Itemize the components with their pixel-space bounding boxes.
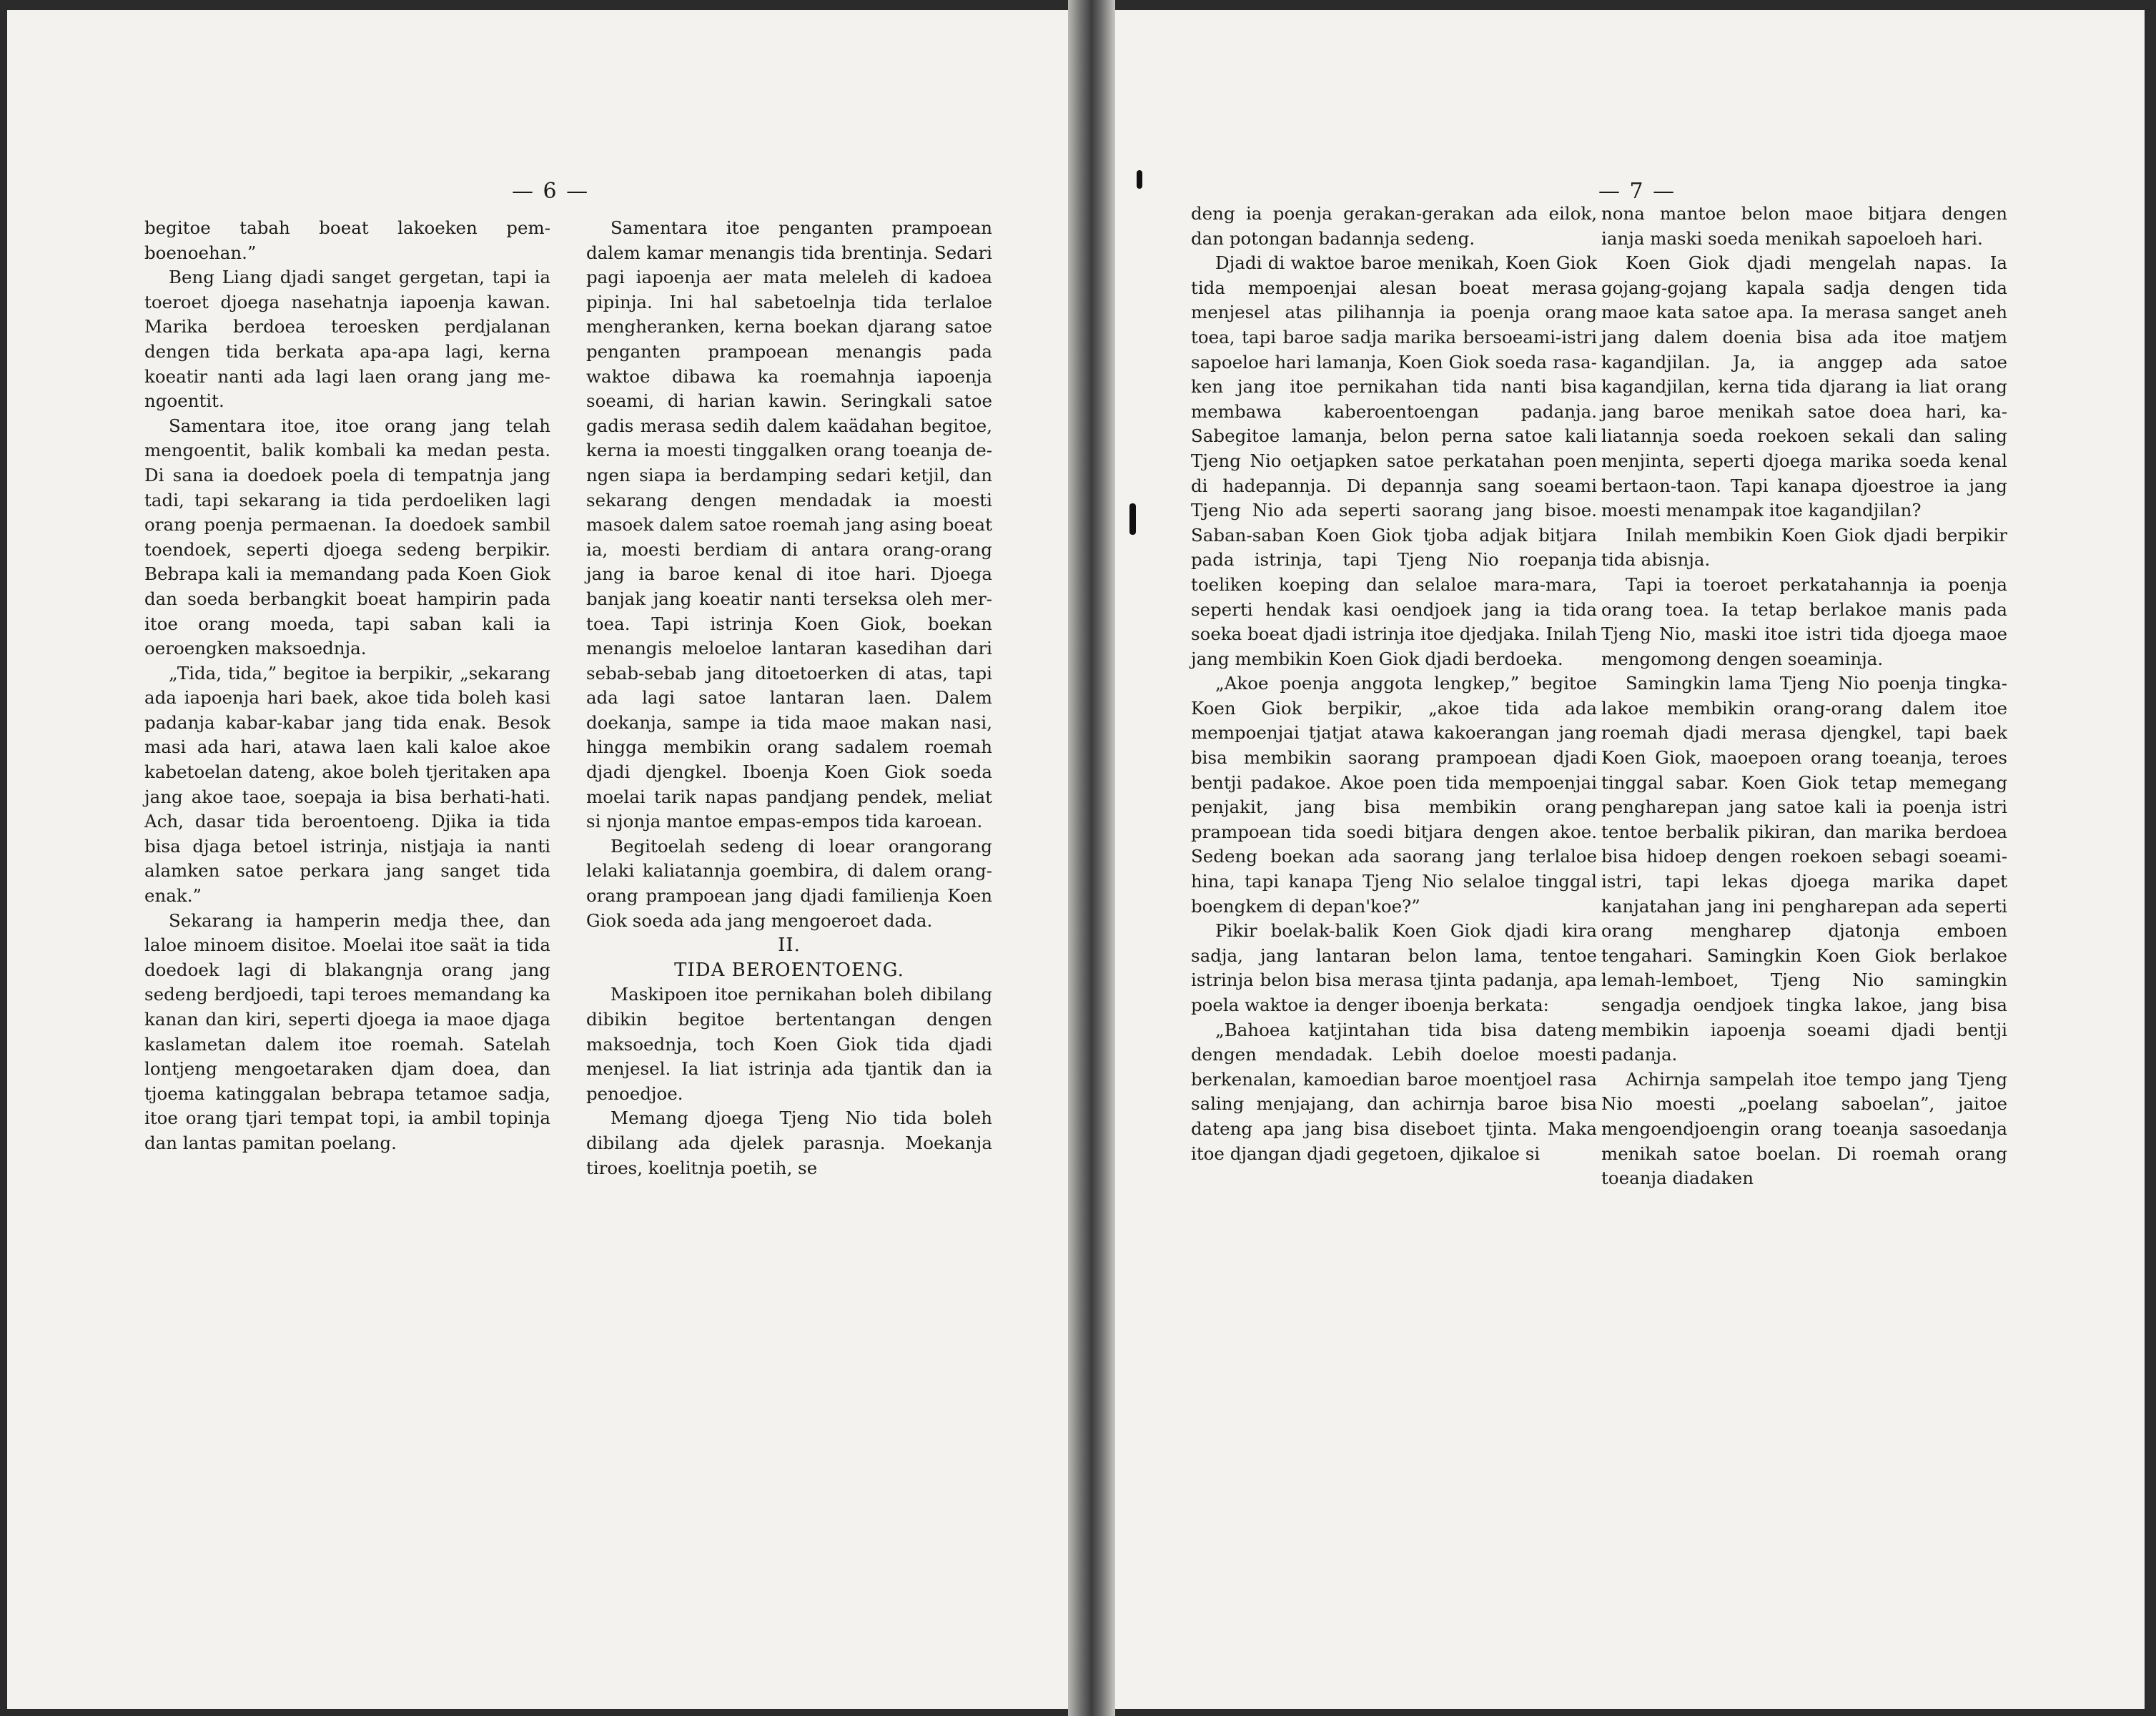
paragraph: „Tida, tida,” begitoe ia berpikir, „sekarang ada iapoenja hari baek, akoe tida boleh kasi padanja kabar-kabar jang tida enak. Besok masi ada hari, atawa laen kali kaloe akoe kabetoelan dateng, akoe boleh tjeritaken apa jang akoe taoe, soepaja ia bisa berhati-hati. Ach, dasar tida beroentoeng. Djika ia tida bisa djaga betoel istrinja, nistjaja ia nanti alamken satoe perkara jang sanget tida enak.” bbox=[144, 662, 550, 907]
right-column-2 bbox=[1601, 202, 2007, 1191]
paragraph: Djadi di waktoe baroe menikah, Koen Giok tida mempoenjai alesan boeat merasa menjesel atas pilihannja ia poenja orang toea, tapi baroe sadja marika bersoeami-istri sapoeloe hari lamanja, Koen Giok soeda rasaken jang itoe pernikahan tida nanti bisa membawa kaberoentoengan padanja. Sabegitoe lamanja, belon perna satoe kali Tjeng Nio oetjapken satoe perkatahan poen di hadepannja. Di depannja sang soeami Tjeng Nio ada seperti saorang jang bisoe. Saban-saban Koen Giok tjoba adjak bitjara pada istrinja, tapi Tjeng Nio roepanja toeliken koeping dan selaloe mara-mara, seperti hendak kasi oendjoek jang ia tida soeka boeat djadi istrinja itoe djedjaka. Inilah jang membikin Koen Giok djadi berdoeka. bbox=[1191, 252, 1597, 669]
page-number: — 7 — bbox=[1598, 179, 1676, 204]
paragraph: Tapi ia toeroet perkatahannja ia poenja orang toea. Ia tetap berlakoe manis pada Tjeng Nio, maski itoe istri tida djoega maoe mengomong dengen soeaminja. bbox=[1601, 573, 2007, 669]
left-page bbox=[7, 10, 1068, 1709]
paragraph: Samingkin lama Tjeng Nio poenja tingka-lakoe membikin orang-orang dalem itoe roemah djadi merasa djengkel, tapi baek Koen Giok, maoepoen orang toeanja, teroes tinggal sabar. Koen Giok tetap memegang pengharepan jang satoe kali ia poenja istri tentoe berbalik pikiran, dan marika berdoea bisa hidoep dengen roekoen sebagi soeami-istri, tapi lekas djoega marika dapet kanjatahan jang ini pengharepan ada seperti orang mengharep djatonja emboen tengahari. Samingkin Koen Giok berlakoe lemah-lemboet, Tjeng Nio samingkin sengadja oendjoek tingka lakoe, jang bisa membikin iapoenja soeami djadi bentji padanja. bbox=[1601, 673, 2007, 1065]
left-column-1 bbox=[144, 216, 550, 1156]
paragraph: „Akoe poenja anggota lengkep,” begitoe Koen Giok berpikir, „akoe tida ada mempoenjai tjatjat atawa kakoerangan jang bisa membikin saorang prampoean djadi bentji padakoe. Akoe poen tida mempoenjai penjakit, jang bisa membikin orang prampoean tida soedi bitjara dengen akoe. Sedeng boekan ada saorang jang terlaloe hina, tapi kanapa Tjeng Nio selaloe tinggal boengkem di depan'koe?” bbox=[1191, 673, 1597, 917]
ink-mark bbox=[1137, 170, 1142, 189]
left-column-2 bbox=[586, 216, 992, 1180]
paragraph: Sekarang ia hamperin medja thee, dan laloe minoem disitoe. Moelai itoe saät ia tida doedoek lagi di blakangnja orang jang sedeng berdjoedi, tapi teroes memandang ka kanan dan kiri, seperti djoega ia maoe djaga kaslametan dalem itoe roemah. Satelah lontjeng mengoetaraken djam doea, dan tjoema katinggalan bebrapa tetamoe sadja, itoe orang tjari tempat topi, ia ambil topinja dan lantas pamitan poelang. bbox=[144, 909, 550, 1153]
ink-mark bbox=[1129, 503, 1136, 535]
paragraph: Samentara itoe, itoe orang jang telah mengoentit, balik kombali ka medan pesta. Di sana ia doedoek poela di tempatnja jang tadi, tapi sekarang ia tida perdoeliken lagi orang poenja permaenan. Ia doedoek sambil toendoek, seperti djoega sedeng berpikir. Bebrapa kali ia memandang pada Koen Giok dan soeda berbangkit boeat hampirin pada itoe orang moeda, tapi saban kali ia oeroengken maksoednja. bbox=[144, 415, 550, 659]
paragraph: Koen Giok djadi mengelah napas. Ia gojang-gojang kapala sadja dengen tida maoe kata satoe apa. Ia merasa sanget aneh jang dalem doenia bisa ada itoe matjem kagandjilan. Ja, ia anggep ada satoe kagandjilan, kerna tida djarang ia liat orang jang baroe menikah satoe doea hari, kaliatannja soeda roekoen sekali dan saling menjinta, seperti djoega marika soeda kenal bertaon-taon. Tapi kanapa djoestroe ia jang moesti menampak itoe kagandjilan? bbox=[1601, 252, 2007, 521]
chapter-number: II. bbox=[778, 935, 801, 957]
paragraph: „Bahoea katjintahan tida bisa dateng dengen mendadak. Lebih doeloe moesti berkenalan, kamoedian baroe moentjoel rasa saling menjajang, dan achirnja baroe bisa dateng apa jang bisa diseboet tjinta. Maka itoe djangan djadi gegetoen, djikaloe si bbox=[1191, 1019, 1597, 1164]
paragraph: deng ia poenja gerakan-gerakan ada eilok, dan potongan badannja sedeng. bbox=[1191, 203, 1597, 249]
paragraph: begitoe tabah boeat lakoeken pemboenoehan.” bbox=[144, 217, 550, 263]
paragraph: Beng Liang djadi sanget gergetan, tapi ia toeroet djoega nasehatnja iapoenja kawan. Marika berdoea teroesken perdjalanan dengen tida berkata apa-apa lagi, kerna koeatir nanti ada lagi laen orang jang mengoentit. bbox=[144, 267, 550, 412]
paragraph: Begitoelah sedeng di loear orangorang lelaki kaliatannja goembira, di dalem orang-orang prampoean jang djadi familienja Koen Giok soeda ada jang mengoeroet dada. bbox=[586, 835, 992, 931]
paragraph: Inilah membikin Koen Giok djadi berpikir tida abisnja. bbox=[1601, 524, 2007, 571]
book-gutter bbox=[1068, 0, 1115, 1716]
paragraph: Memang djoega Tjeng Nio tida boleh dibilang ada djelek parasnja. Moekanja tiroes, koelitnja poetih, se bbox=[586, 1108, 992, 1178]
right-page bbox=[1115, 10, 2145, 1709]
paragraph: nona mantoe belon maoe bitjara dengen ianja maski soeda menikah sapoeloeh hari. bbox=[1601, 203, 2007, 249]
right-column-1 bbox=[1191, 202, 1597, 1166]
page-number: — 6 — bbox=[512, 179, 590, 204]
paragraph: Maskipoen itoe pernikahan boleh dibilang dibikin begitoe bertentangan dengen maksoednja, toch Koen Giok tida djadi menjesel. Ia liat istrinja ada tjantik dan ia penoedjoe. bbox=[586, 984, 992, 1104]
paragraph: Samentara itoe penganten prampoean dalem kamar menangis tida brentinja. Sedari pagi iapoenja aer mata meleleh di kadoea pipinja. Ini hal sabetoelnja tida terlaloe mengheranken, kerna boekan djarang satoe penganten prampoean menangis pada waktoe dibawa ka roemahnja iapoenja soeami, di harian kawin. Seringkali satoe gadis merasa sedih dalem kaädahan begitoe, kerna ia moesti tinggalken orang toeanja dengen siapa ia berdamping sedari ketjil, dan sekarang dengen mendadak ia moesti masoek dalem satoe roemah jang asing boeat ia, moesti berdiam di antara orang-orang jang ia baroe kenal di itoe hari. Djoega banjak jang koeatir nanti terseksa oleh mertoea. Tapi istrinja Koen Giok, boekan menangis meloeloe lantaran kasedihan dari sebab-sebab jang ditoetoerken di atas, tapi ada lagi satoe lantaran laen. Dalem doekanja, sampe ia tida maoe makan nasi, hingga membikin orang sadalem roemah djadi djengkel. Iboenja Koen Giok soeda moelai tarik napas pandjang pendek, meliat si njonja mantoe empas-empos tida karoean. bbox=[586, 217, 992, 832]
paragraph: Pikir boelak-balik Koen Giok djadi kira sadja, jang lantaran belon lama, tentoe istrinja belon bisa merasa tjinta padanja, apa poela waktoe ia denger iboenja berkata: bbox=[1191, 920, 1597, 1015]
chapter-title: TIDA BEROENTOENG. bbox=[674, 959, 904, 981]
paragraph: Achirnja sampelah itoe tempo jang Tjeng Nio moesti „poelang saboelan”, jaitoe mengoendjoengin orang toeanja sasoedanja menikah satoe boelan. Di roemah orang toeanja diadaken bbox=[1601, 1068, 2007, 1189]
